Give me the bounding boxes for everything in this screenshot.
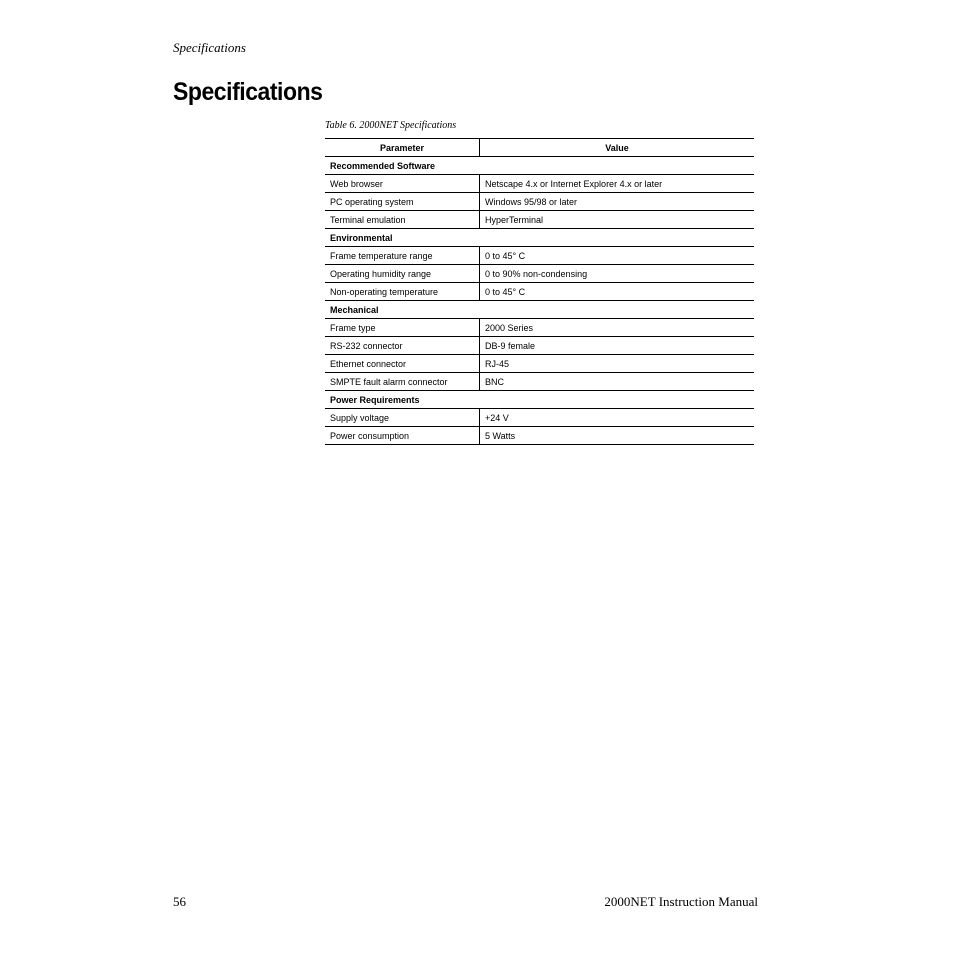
- table-row: [325, 373, 754, 391]
- parameter-cell: Ethernet connector: [325, 355, 480, 373]
- table-row: [325, 211, 754, 229]
- section-row: [325, 301, 754, 319]
- parameter-cell: Non-operating temperature: [325, 283, 480, 301]
- table-row: [325, 409, 754, 427]
- table-row: [325, 283, 754, 301]
- parameter-cell: PC operating system: [325, 193, 480, 211]
- value-cell: 0 to 90% non-condensing: [480, 265, 755, 283]
- section-row: [325, 229, 754, 247]
- parameter-cell: Supply voltage: [325, 409, 480, 427]
- table-row: [325, 355, 754, 373]
- parameter-cell: RS-232 connector: [325, 337, 480, 355]
- section-row: [325, 391, 754, 409]
- parameter-cell: SMPTE fault alarm connector: [325, 373, 480, 391]
- value-cell: 0 to 45° C: [480, 247, 755, 265]
- table-row: [325, 247, 754, 265]
- value-cell: Windows 95/98 or later: [480, 193, 755, 211]
- table-caption: Table 6. 2000NET Specifications: [325, 120, 457, 131]
- value-cell: RJ-45: [480, 355, 755, 373]
- value-cell: 0 to 45° C: [480, 283, 755, 301]
- page-number: 56: [173, 894, 186, 909]
- section-label: Power Requirements: [325, 391, 754, 409]
- running-head: Specifications: [173, 40, 246, 55]
- manual-title: 2000NET Instruction Manual: [604, 894, 758, 909]
- value-cell: 5 Watts: [480, 427, 755, 445]
- table-row: [325, 319, 754, 337]
- parameter-cell: Operating humidity range: [325, 265, 480, 283]
- section-label: Environmental: [325, 229, 754, 247]
- table-row: [325, 337, 754, 355]
- parameter-cell: Web browser: [325, 175, 480, 193]
- page-title: Specifications: [173, 78, 323, 106]
- table-row: [325, 175, 754, 193]
- table-row: [325, 265, 754, 283]
- section-label: Mechanical: [325, 301, 754, 319]
- value-cell: Netscape 4.x or Internet Explorer 4.x or later: [480, 175, 755, 193]
- value-cell: HyperTerminal: [480, 211, 755, 229]
- specifications-table: [325, 138, 754, 445]
- table-row: [325, 427, 754, 445]
- parameter-cell: Frame temperature range: [325, 247, 480, 265]
- section-label: Recommended Software: [325, 157, 754, 175]
- value-cell: +24 V: [480, 409, 755, 427]
- value-cell: BNC: [480, 373, 755, 391]
- value-cell: 2000 Series: [480, 319, 755, 337]
- header-parameter: Parameter: [325, 139, 480, 157]
- table-header-row: [325, 139, 754, 157]
- value-cell: DB-9 female: [480, 337, 755, 355]
- section-row: [325, 157, 754, 175]
- header-value: Value: [480, 139, 755, 157]
- parameter-cell: Terminal emulation: [325, 211, 480, 229]
- parameter-cell: Power consumption: [325, 427, 480, 445]
- table-row: [325, 193, 754, 211]
- parameter-cell: Frame type: [325, 319, 480, 337]
